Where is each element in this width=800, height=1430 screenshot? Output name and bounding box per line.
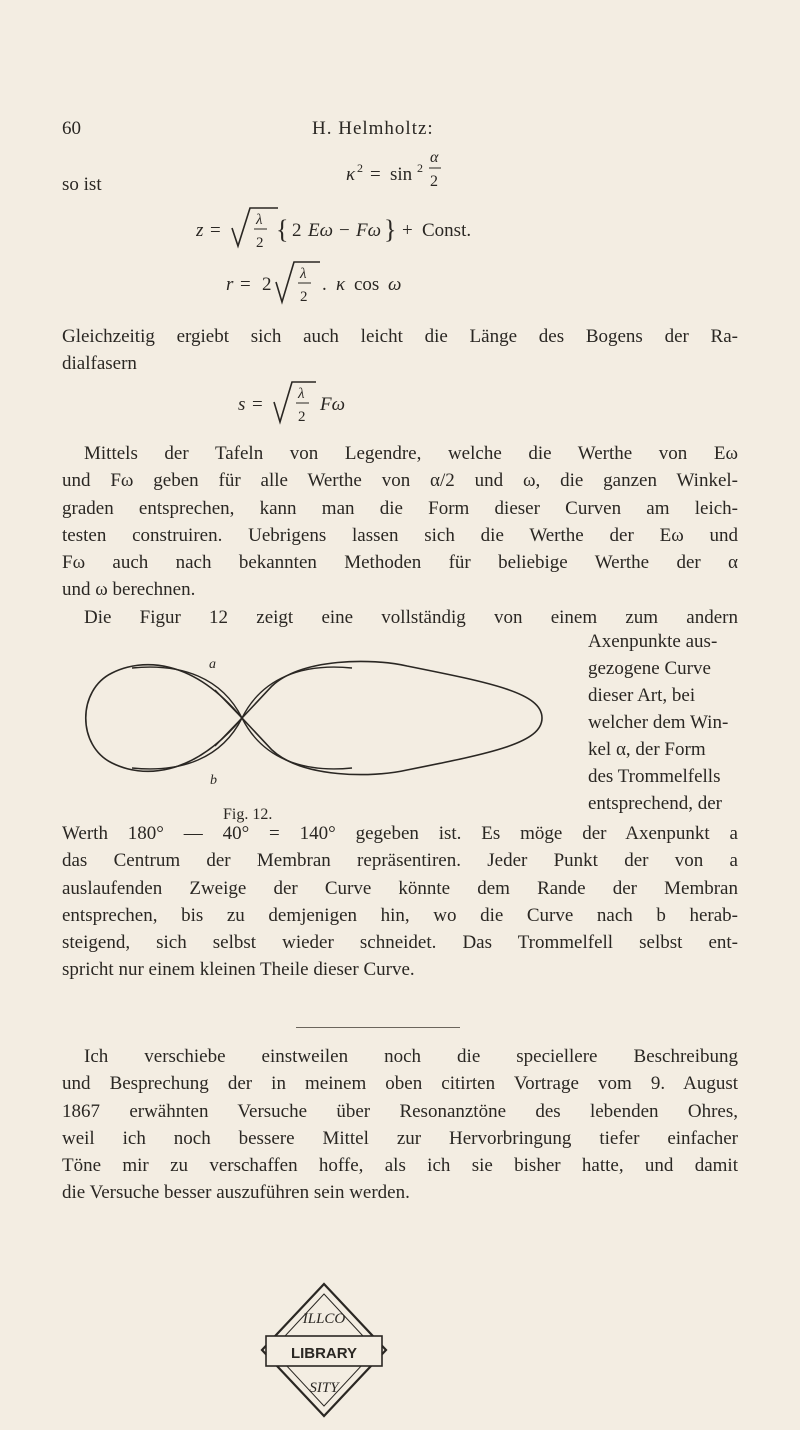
text-line: Gleichzeitig ergiebt sich auch leicht die Länge des Bogens der Ra- [62,326,738,347]
wrap-text-line: gezogene Curve [588,658,711,679]
svg-text:}: } [384,215,397,244]
equation-kappa-render [346,148,486,192]
svg-text:2: 2 [298,409,306,425]
library-stamp-seal [254,1280,394,1420]
svg-text:Fω: Fω [356,220,382,241]
text-line: weil ich noch bessere Mittel zur Hervorbringung tiefer einfacher [62,1127,738,1149]
right-loop [242,661,542,774]
svg-text:Const.: Const. [422,220,472,241]
paragraph-arc-length [62,323,738,378]
paragraph-closing [62,1043,738,1207]
equation-s-render [238,376,378,434]
svg-text:sin: sin [390,164,413,185]
paragraph-legendre [62,440,738,604]
svg-text:α: α [430,149,439,166]
svg-text:s: s [238,394,246,415]
svg-text:λ: λ [298,386,305,402]
text-line: steigend, sich selbst wieder schneidet. Das Trommelfell selbst ent- [62,932,738,954]
running-header-author: H. Helmholtz: [312,118,434,139]
svg-text:{: { [276,215,289,244]
text-line: Die Figur 12 zeigt eine vollständig von einem zum andern [84,607,738,628]
figure-caption: Fig. 12. [223,806,273,823]
svg-text:2: 2 [262,274,272,295]
svg-text:=: = [252,394,263,415]
paragraph-figure-description [62,820,738,984]
svg-text:z: z [196,220,204,241]
stamp-top-text: ILLCO [302,1311,346,1327]
wrap-text-line: welcher dem Win- [588,712,729,733]
text-line: Fω auch nach bekannten Methoden für beliebige Werthe der α [62,552,738,574]
text-line: testen construiren. Uebrigens lassen sich die Werthe der Eω und [62,524,738,546]
text-line: die Versuche besser auszuführen sein werden. [62,1182,410,1204]
text-line: Töne mir zu verschaffen hoffe, als ich sie bisher hatte, und damit [62,1155,738,1177]
figure-label-a: a [209,657,216,672]
text-line: graden entsprechen, kann man die Form dieser Curven am leich- [62,497,738,519]
svg-text:Fω: Fω [320,394,346,415]
wrap-text-line: dieser Art, bei [588,685,696,706]
text-line: spricht nur einem kleinen Theile dieser Curve. [62,959,415,981]
svg-text:2: 2 [256,235,264,251]
svg-text:κ: κ [346,164,356,185]
svg-text:2: 2 [357,161,363,175]
text-line: 1867 erwähnten Versuche über Resonanztöne des lebenden Ohres, [62,1100,738,1122]
stamp-bottom-text: SITY [309,1380,339,1396]
text-line: Ich verschiebe einstweilen noch die speciellere Beschreibung [84,1046,738,1067]
page-number: 60 [62,118,81,139]
svg-text:κ: κ [336,274,346,295]
library-stamp [254,1280,394,1425]
section-divider [296,1027,460,1028]
text-line: Mittels der Tafeln von Legendre, welche die Werthe von Eω [84,443,738,464]
text-line: auslaufenden Zweige der Curve könnte dem Rande der Membran [62,877,738,899]
wrap-text-line: des Trommelfells [588,766,721,787]
equation-r-render [226,256,466,316]
svg-text:r: r [226,274,234,295]
text-line: das Centrum der Membran repräsentiren. Jeder Punkt der von a [62,850,738,872]
lemniscate-curve-figure [72,628,572,804]
svg-text:=: = [210,220,221,241]
stamp-middle-text: LIBRARY [290,1345,358,1362]
svg-text:2: 2 [417,161,423,175]
equation-s [238,376,378,439]
text-line: entsprechen, bis zu demjenigen hin, wo die Curve nach b herab- [62,904,738,926]
svg-text:=: = [240,274,251,295]
svg-text:2: 2 [300,289,308,305]
svg-text:λ: λ [300,266,307,282]
text-line: dialfasern [62,353,137,375]
equation-z-render [196,202,526,262]
text-line: und Fω geben für alle Werthe von α/2 und ω, die ganzen Winkel- [62,470,738,492]
wrap-text-line: Axenpunkte aus- [588,631,718,652]
svg-text:2: 2 [292,220,302,241]
equation-r [226,256,466,321]
svg-text:ω: ω [388,274,402,295]
svg-text:=: = [370,164,381,185]
svg-text:.: . [322,274,327,295]
svg-text:−: − [339,220,350,241]
wrap-text-line: kel α, der Form [588,739,706,760]
equation-kappa [346,148,486,192]
left-loop [86,665,242,772]
svg-text:λ: λ [256,212,263,228]
svg-text:Eω: Eω [308,220,334,241]
svg-text:+: + [402,220,413,241]
text-line: Werth 180° — 40° = 140° gegeben ist. Es möge der Axenpunkt a [62,823,738,844]
text-line: und ω berechnen. [62,579,196,601]
figure-label-b: b [210,773,217,788]
svg-text:2: 2 [430,173,438,190]
wrap-text-line: entsprechend, der [588,793,722,814]
text-line: und Besprechung der in meinem oben citirten Vortrage vom 9. August [62,1073,738,1095]
figure-12 [72,628,572,804]
so-ist-label: so ist [62,174,102,195]
svg-text:cos: cos [354,274,380,295]
